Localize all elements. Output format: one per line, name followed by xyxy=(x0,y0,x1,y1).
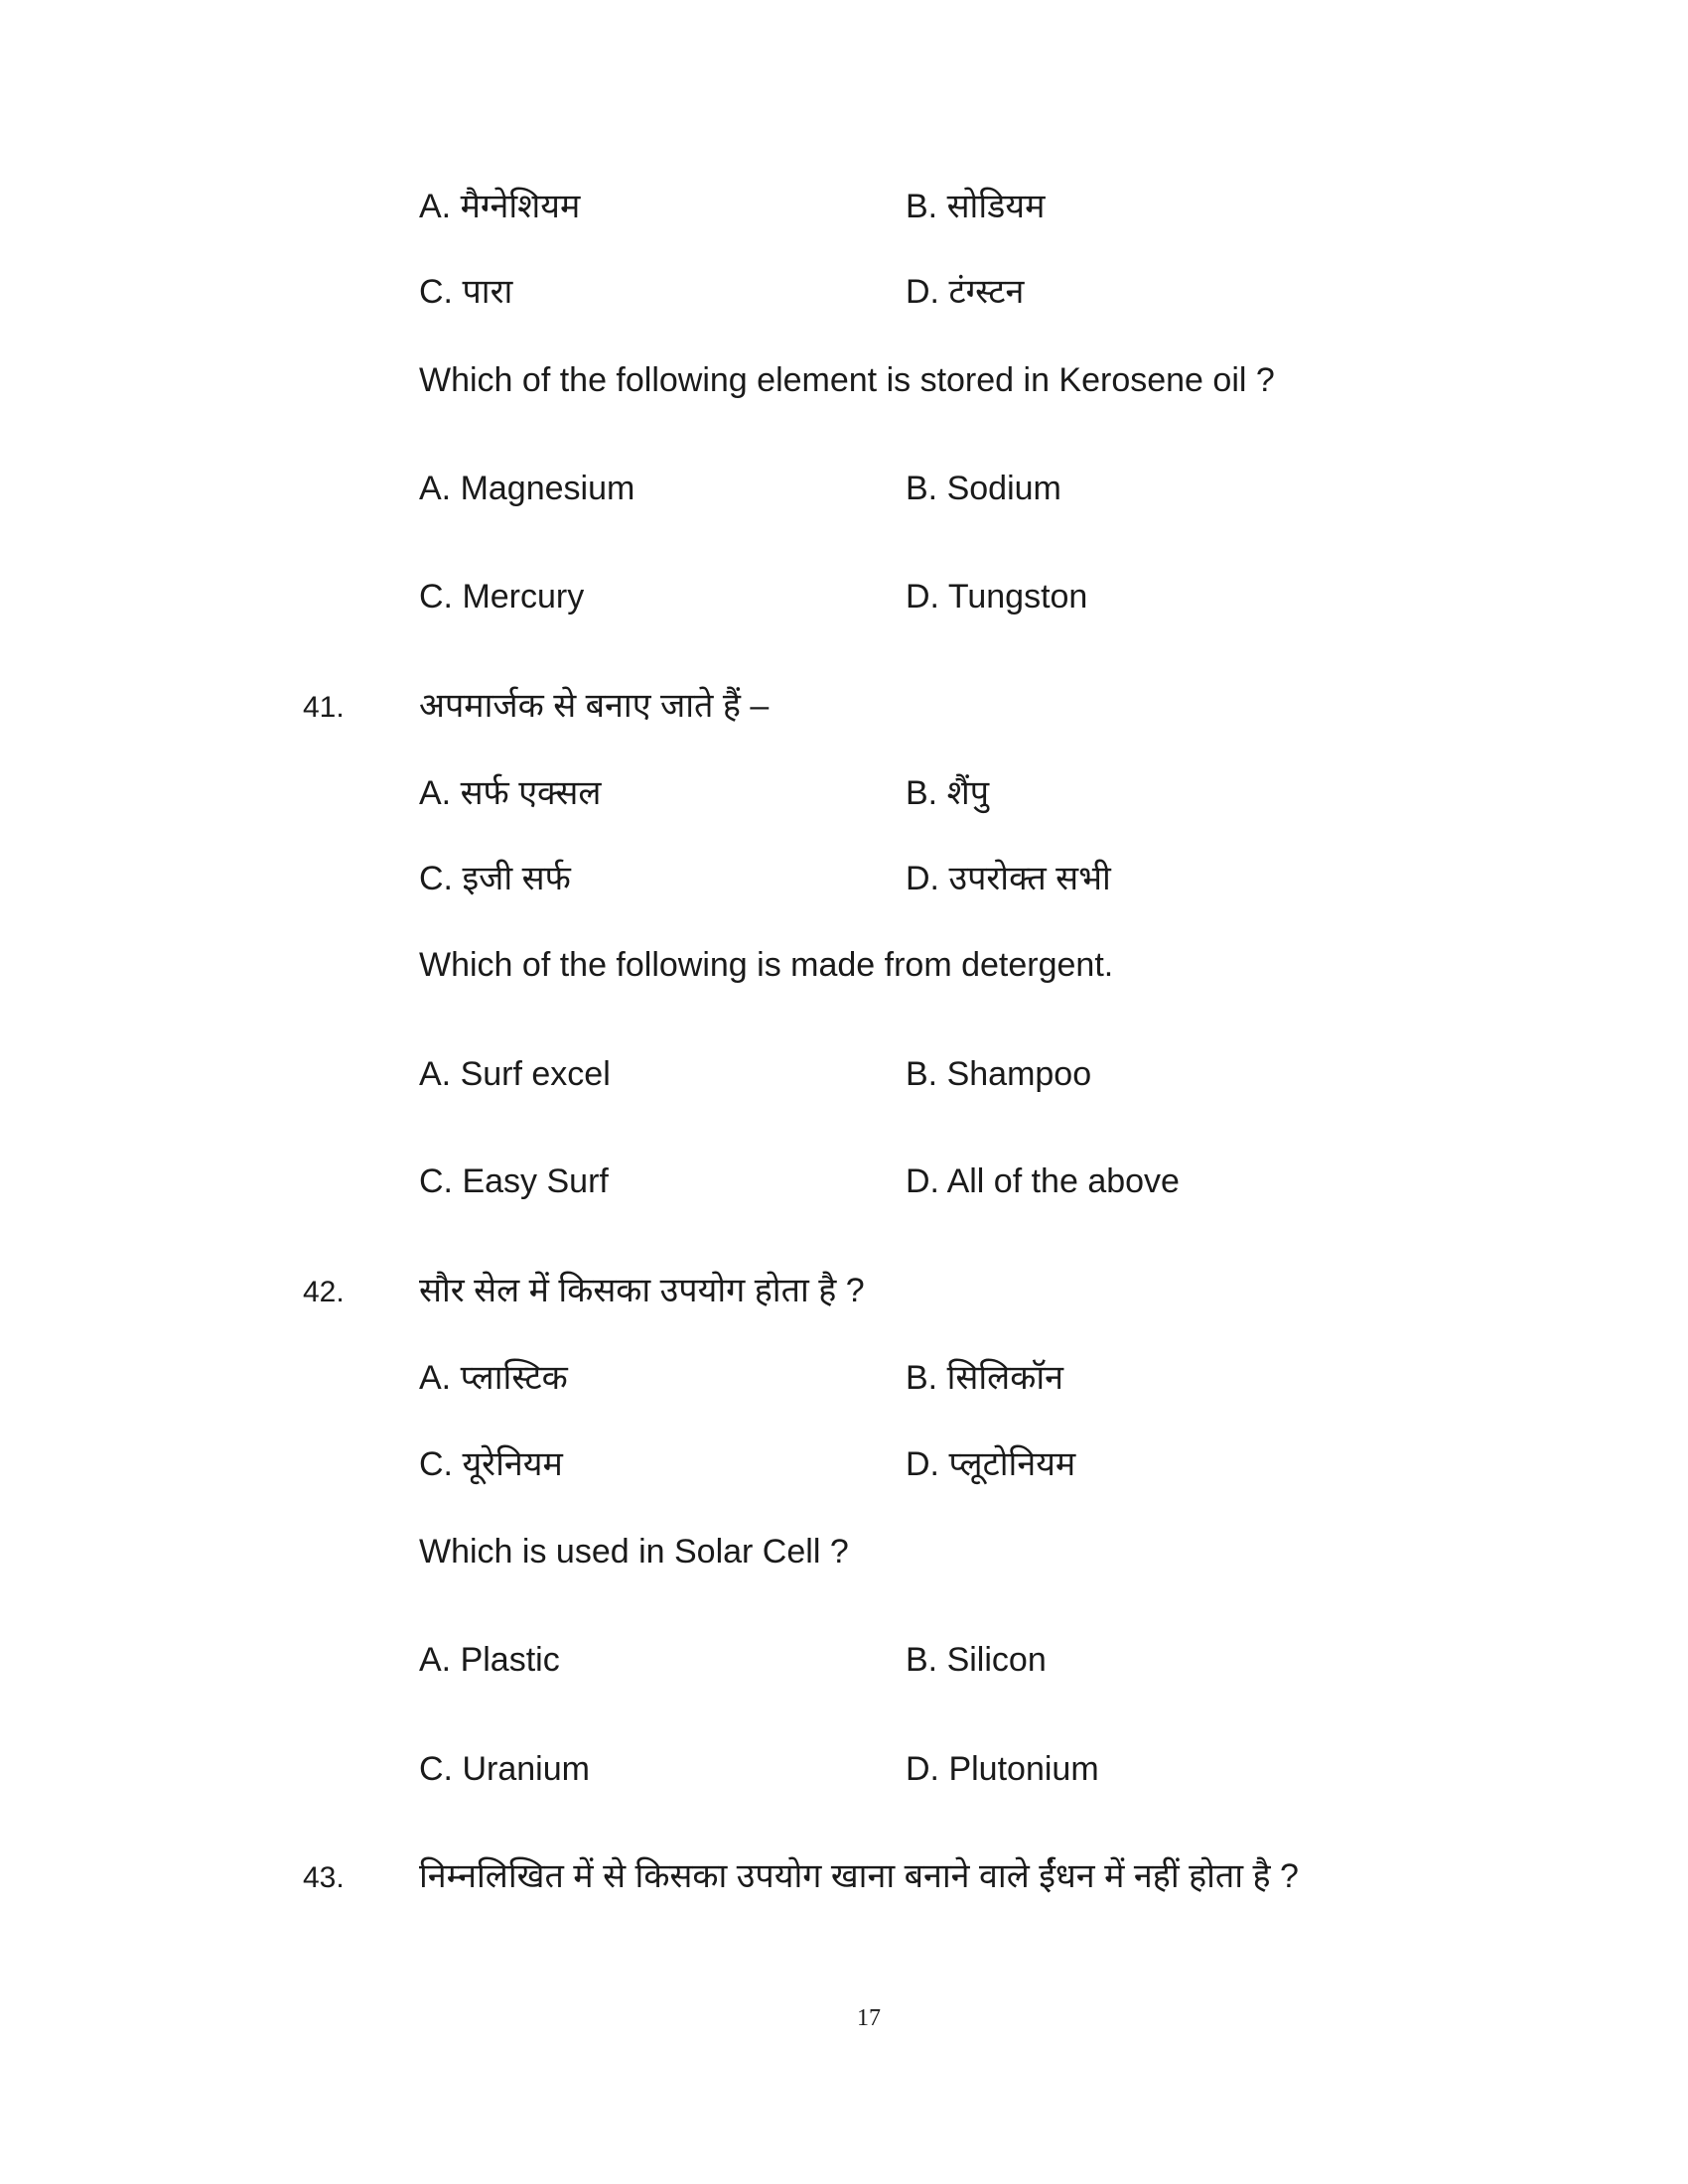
option-b-english: B. Shampoo xyxy=(906,1055,1092,1093)
option-d-english: D. All of the above xyxy=(906,1162,1180,1200)
question-hindi: अपमार्जक से बनाए जाते हैं – xyxy=(419,687,770,725)
option-b-hindi: B. सोडियम xyxy=(906,188,1046,225)
question-hindi: सौर सेल में किसका उपयोग होता है ? xyxy=(419,1272,865,1309)
question-hindi: निम्नलिखित में से किसका उपयोग खाना बनाने वाले ईंधन में नहीं होता है ? xyxy=(419,1857,1299,1895)
question-english: Which is used in Solar Cell ? xyxy=(419,1533,849,1570)
option-b-english: B. Sodium xyxy=(906,470,1061,507)
option-d-hindi: D. प्लूटोनियम xyxy=(906,1445,1076,1483)
option-c-hindi: C. पारा xyxy=(419,273,513,311)
question-english: Which of the following is made from detergent. xyxy=(419,946,1114,984)
option-c-english: C. Mercury xyxy=(419,578,585,615)
option-a-english: A. Magnesium xyxy=(419,470,635,507)
option-a-hindi: A. प्लास्टिक xyxy=(419,1359,568,1397)
question-english: Which of the following element is stored in Kerosene oil ? xyxy=(419,361,1275,399)
option-a-hindi: A. मैग्नेशियम xyxy=(419,188,581,225)
option-c-english: C. Easy Surf xyxy=(419,1162,609,1200)
question-number: 43. xyxy=(303,1861,345,1894)
option-c-english: C. Uranium xyxy=(419,1750,590,1788)
option-d-hindi: D. टंग्स्टन xyxy=(906,273,1025,311)
option-d-hindi: D. उपरोक्त सभी xyxy=(906,860,1111,897)
page-number: 17 xyxy=(857,2005,881,2031)
option-c-hindi: C. इजी सर्फ xyxy=(419,860,571,897)
option-a-english: A. Plastic xyxy=(419,1641,560,1679)
option-b-hindi: B. शैंपु xyxy=(906,774,990,812)
option-a-hindi: A. सर्फ एक्सल xyxy=(419,774,602,812)
option-d-english: D. Plutonium xyxy=(906,1750,1099,1788)
option-a-english: A. Surf excel xyxy=(419,1055,611,1093)
option-d-english: D. Tungston xyxy=(906,578,1088,615)
question-number: 41. xyxy=(303,691,345,724)
option-b-hindi: B. सिलिकॉन xyxy=(906,1359,1064,1397)
option-c-hindi: C. यूरेनियम xyxy=(419,1445,563,1483)
option-b-english: B. Silicon xyxy=(906,1641,1047,1679)
question-number: 42. xyxy=(303,1276,345,1308)
